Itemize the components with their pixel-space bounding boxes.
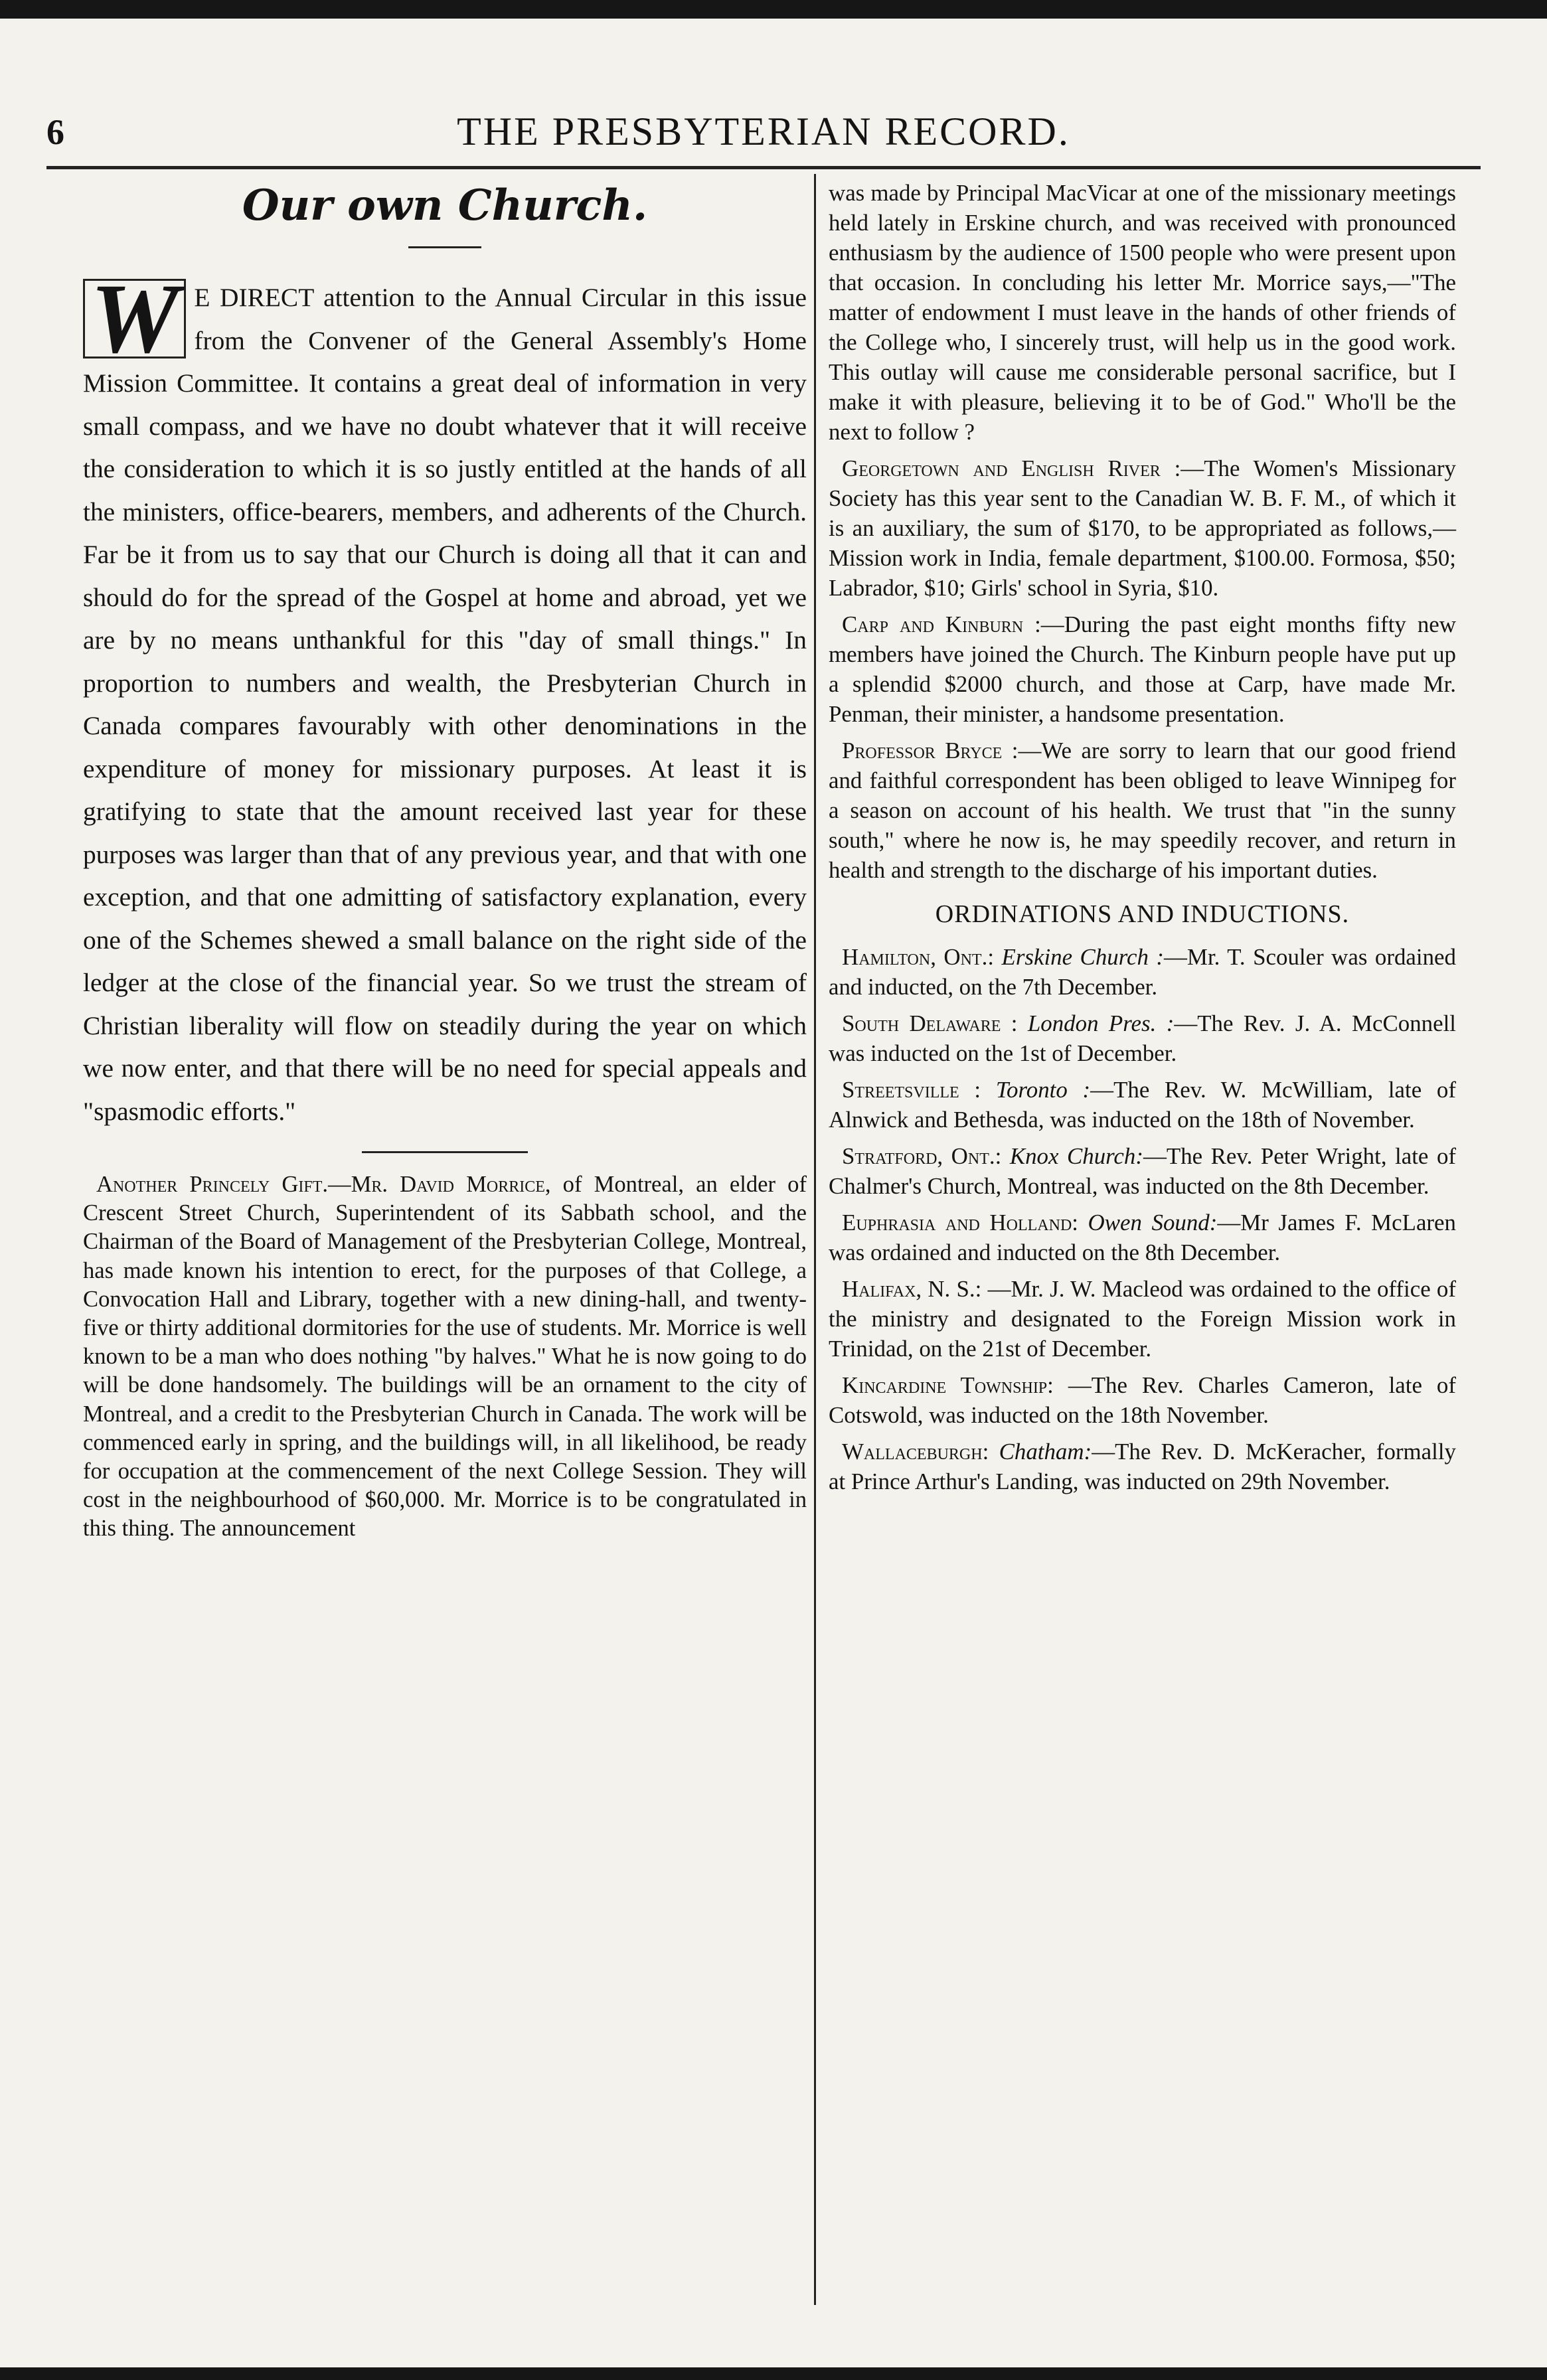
ordination-item [829,1370,1456,1430]
page-number: 6 [46,112,64,152]
ordination-item [829,1075,1456,1135]
gift-article [83,1170,807,1544]
ordination-item-place: Chatham: [999,1439,1092,1465]
news-item-heading: Carp and Kinburn [842,611,1024,637]
ordination-item-text: —Mr. J. W. Macleod was ordained to the office of the ministry and designated to the Foreign Mission work in Trinidad, on the 21st of December. [829,1276,1456,1362]
left-column [83,178,807,1550]
ordination-item-text: —The Rev. Peter Wright, late of Chalmer's Church, Montreal, was inducted on the 8th December. [829,1143,1457,1199]
ordination-item-heading: Streetsville : [842,1077,981,1103]
ordination-item [829,942,1456,1002]
gift-article-text: of Montreal, an elder of Crescent Street Church, Superintendent of its Sabbath school, and the Chairman of the Board of Management of the Presbyterian College, Montreal, has made known his intention to erect, for the purposes of that College, a Convocation Hall and Library, together with a new dining-hall, and twenty-five or thirty additional dormitories for the use of students. Mr. Morrice is well known to be a man who does nothing "by halves." What he is now going to do will be done handsomely. The buildings will be an ornament to the city of Montreal, and a credit to the Presbyterian Church in Canada. The work will be commenced early in spring, and the buildings will, in all likelihood, be ready for occupation at the commencement of the next College Session. They will cost in the neighbourhood of $60,000. Mr. Morrice is to be congratulated in this thing. The announcement [83,1172,807,1542]
ordination-item-text: —The Rev. J. A. McConnell was inducted on the 1st of December. [829,1010,1456,1066]
ordination-item-place: Knox Church: [1009,1143,1143,1169]
lead-article [83,264,807,1133]
ordination-item-place: Toronto : [995,1077,1091,1103]
title-rule [408,246,481,248]
ordination-item-heading: South Delaware : [842,1010,1018,1036]
ordination-item-heading: Stratford, Ont.: [842,1143,1002,1169]
section-title-our-own-church: Our own Church. [242,181,648,230]
ordination-item-place: Erskine Church : [1001,944,1165,970]
ordination-item-heading: Euphrasia and Holland: [842,1210,1078,1235]
ordination-item [829,1208,1456,1267]
news-item [829,609,1456,729]
running-head: THE PRESBYTERIAN RECORD. [457,110,1070,153]
right-column [829,178,1456,1503]
ordination-item [829,1008,1456,1068]
ordinations-heading: ORDINATIONS AND INDUCTIONS. [935,900,1350,928]
ordination-item-heading: Kincardine Township: [842,1372,1054,1398]
header-rule [46,166,1481,169]
news-items [829,453,1456,885]
lead-article-text: E DIRECT attention to the Annual Circular in this issue from the Convener of the General Assembly's Home Mission Committee. It contains a great deal of information in very small compass, and we have no doubt whatever that it will receive the consideration to which it is so justly entitled at the hands of all the ministers, office-bearers, members, and adherents of the Church. Far be it from us to say that our Church is doing all that it can and should do for the spread of the Gospel at home and abroad, yet we are by no means unthankful for this "day of small things." In proportion to numbers and wealth, the Presbyterian Church in Canada compares favourably with other denominations in the expenditure of money for missionary purposes. At least it is gratifying to state that the amount received last year for these purposes was larger than that of any previous year, and that with one exception, and that one admitting of satisfactory explanation, every one of the Schemes shewed a small balance on the right side of the ledger at the close of the financial year. So we trust the stream of Christian liberality will flow on steadily during the year on which we now enter, and that there will be no need for special appeals and "spasmodic efforts." [83,283,807,1126]
ordinations-list [829,942,1456,1496]
news-item [829,736,1456,885]
ordination-item-text: —The Rev. D. McKeracher, formally at Prince Arthur's Landing, was inducted on 29th November. [829,1439,1456,1494]
page-header [46,100,1481,159]
ordination-item-heading: Wallaceburgh: [842,1439,989,1465]
ordination-item [829,1141,1456,1201]
ordination-item-text: —The Rev. W. McWilliam, late of Alnwick and Bethesda, was inducted on the 18th of November. [829,1077,1456,1133]
news-item [829,453,1456,603]
article-separator [362,1151,528,1153]
gift-article-heading: Another Princely Gift.—Mr. David Morrice, [96,1172,551,1197]
column-rule [814,174,816,2305]
news-item-heading: Georgetown and English River [842,455,1161,481]
ordination-item-place: Owen Sound: [1088,1210,1218,1235]
news-item-text: :—We are sorry to learn that our good friend and faithful correspondent has been obliged to leave Winnipeg for a season on account of his health. We trust that "in the sunny south," where he now is, he may speedily recover, and return in health and strength to the discharge of his important duties. [829,738,1456,883]
ordination-item-heading: Hamilton, Ont.: [842,944,995,970]
ordination-item [829,1274,1456,1364]
ordination-item-text: —The Rev. Charles Cameron, late of Cotswold, was inducted on the 18th November. [829,1372,1456,1428]
top-border-bar [0,0,1547,19]
ordination-item [829,1437,1456,1496]
ordination-item-place: London Pres. : [1027,1010,1175,1036]
ordination-item-heading: Halifax, N. S.: [842,1276,982,1302]
ordination-item-text: —Mr James F. McLaren was ordained and inducted on the 8th December. [829,1210,1456,1265]
news-item-text: :—The Women's Missionary Society has this year sent to the Canadian W. B. F. M., of which it is an auxiliary, the sum of $170, to be appropriated as follows,—Mission work in India, female department, $100.00. Formosa, $50; Labrador, $10; Girls' school in Syria, $10. [829,455,1456,601]
news-item-text: :—During the past eight months fifty new members have joined the Church. The Kinburn people have put up a splendid $2000 church, and those at Carp, have made Mr. Penman, their minister, a handsome presentation. [829,611,1456,727]
news-item-heading: Professor Bryce [842,738,1003,763]
drop-cap: W [83,279,186,358]
bottom-border-bar [0,2367,1547,2380]
continuation-text: was made by Principal MacVicar at one of the missionary meetings held lately in Erskine church, and was received with pronounced enthusiasm by the audience of 1500 people who were present upon that occasion. In concluding his letter Mr. Morrice says,—"The matter of endowment I must leave in the hands of other friends of the College who, I sincerely trust, will help us in the good work. This outlay will cause me considerable personal sacrifice, but I make it with pleasure, believing it to be of God." Who'll be the next to follow ? [829,180,1456,445]
ordination-item-text: —Mr. T. Scouler was ordained and inducted, on the 7th December. [829,944,1456,1000]
